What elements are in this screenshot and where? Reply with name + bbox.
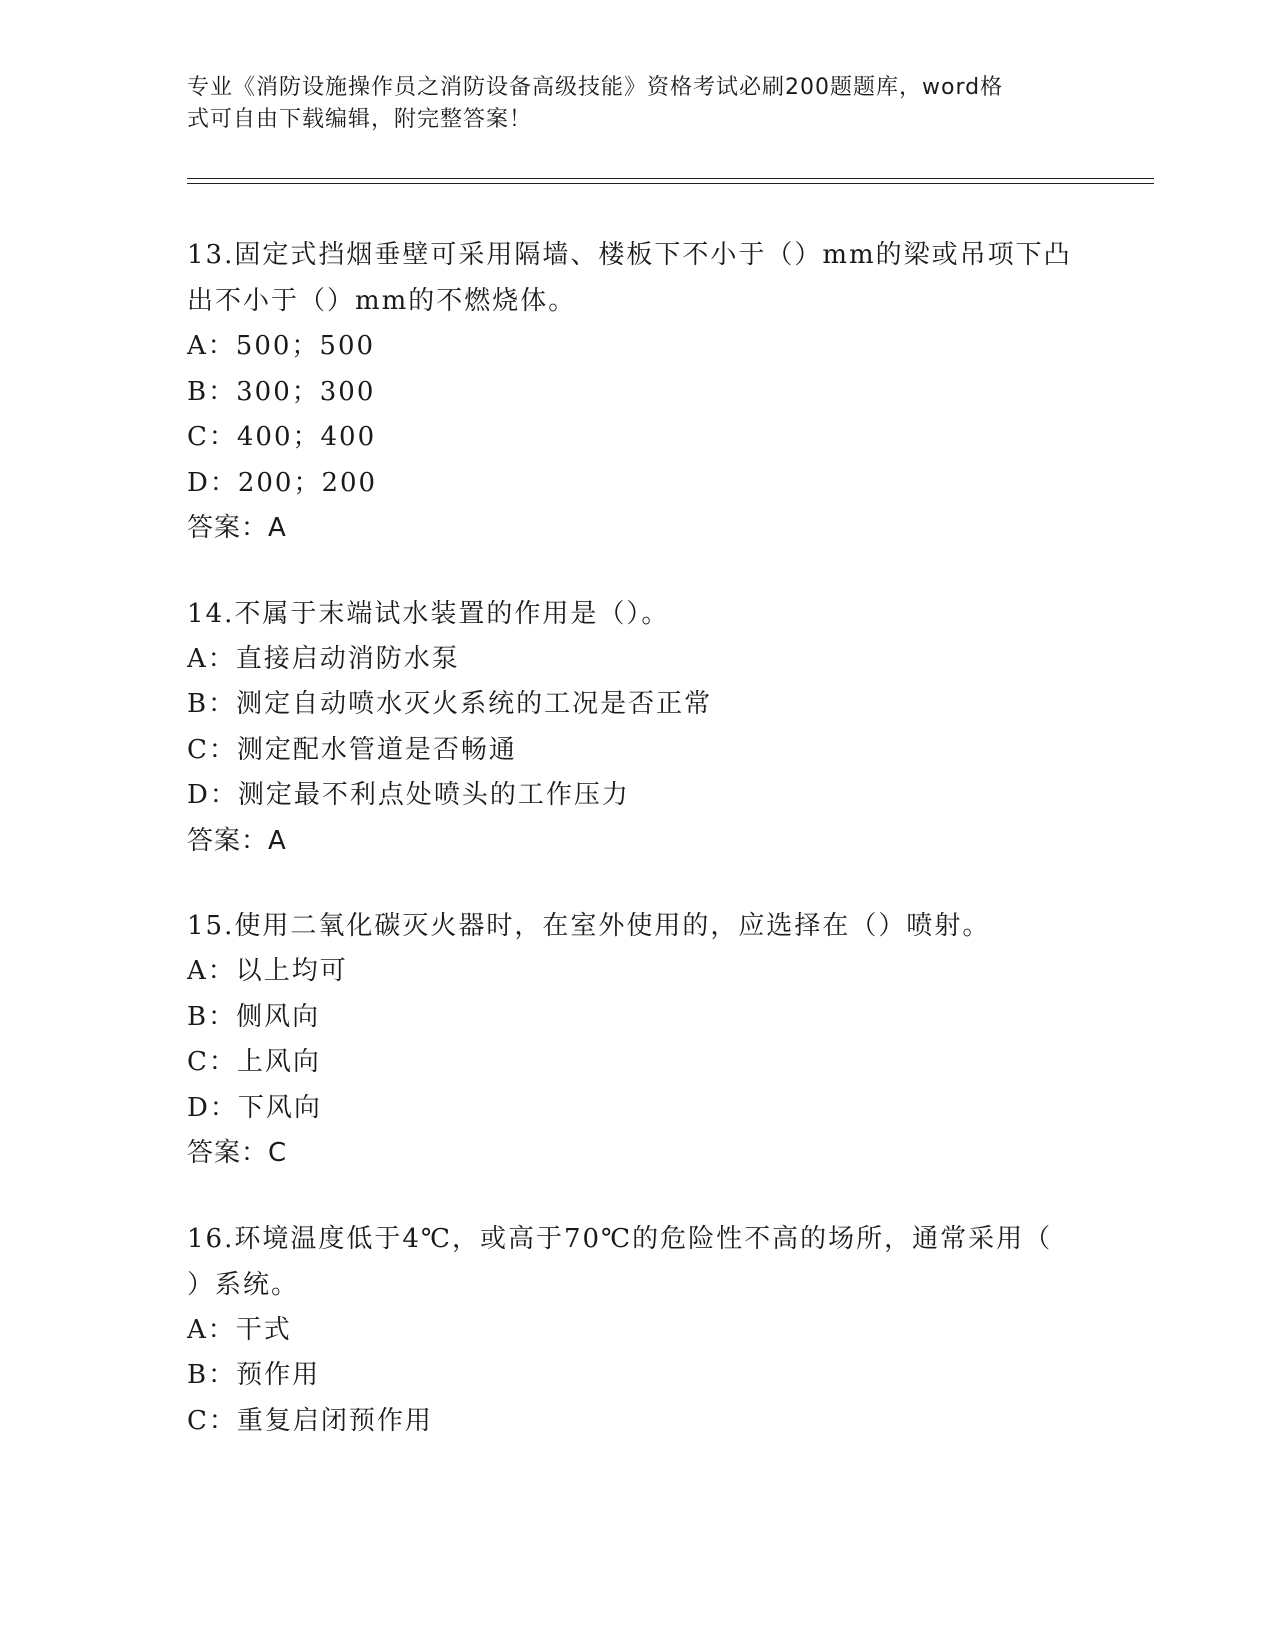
document-header [187, 72, 1087, 136]
option-b: B：预作用 [187, 1360, 321, 1390]
option-b: B：300；300 [187, 376, 376, 407]
option-c: C：400；400 [187, 422, 377, 452]
option-a: A：干式 [187, 1314, 292, 1345]
header-divider-bottom [187, 183, 1154, 184]
header-line-2: 式可自由下载编辑，附完整答案！ [187, 107, 533, 132]
question-stem-continued: ）系统。 [187, 1269, 300, 1300]
question-14 [187, 591, 1087, 865]
header-divider-top [187, 178, 1154, 179]
question-13 [187, 232, 1087, 552]
question-stem: 14.不属于末端试水装置的作用是（）。 [187, 598, 670, 629]
option-b: B：测定自动喷水灭火系统的工况是否正常 [187, 689, 713, 719]
answer: 答案：A [187, 513, 287, 543]
question-list [187, 232, 1087, 1483]
option-a: A：以上均可 [187, 956, 348, 986]
option-c: C：重复启闭预作用 [187, 1405, 433, 1436]
question-15 [187, 903, 1087, 1177]
option-c: C：测定配水管道是否畅通 [187, 734, 517, 765]
answer: 答案：C [187, 1138, 288, 1168]
question-stem-continued: 出不小于（）mm的不燃烧体。 [187, 286, 577, 316]
option-a: A：500；500 [187, 331, 376, 361]
option-a: A：直接启动消防水泵 [187, 643, 460, 674]
option-c: C：上风向 [187, 1047, 321, 1077]
option-d: D：测定最不利点处喷头的工作压力 [187, 780, 630, 810]
header-line-1: 专业《消防设施操作员之消防设备高级技能》资格考试必刷200题题库，word格 [187, 75, 1004, 100]
answer: 答案：A [187, 825, 287, 856]
question-stem: 16.环境温度低于4℃，或高于70℃的危险性不高的场所，通常采用（ [187, 1223, 1053, 1254]
option-d: D：200；200 [187, 467, 378, 498]
option-b: B：侧风向 [187, 1001, 321, 1032]
question-stem: 13.固定式挡烟垂壁可采用隔墙、楼板下不小于（）mm的梁或吊项下凸 [187, 240, 1072, 270]
question-16 [187, 1216, 1087, 1445]
option-d: D：下风向 [187, 1092, 322, 1123]
question-stem: 15.使用二氧化碳灭火器时，在室外使用的，应选择在（）喷射。 [187, 911, 991, 941]
